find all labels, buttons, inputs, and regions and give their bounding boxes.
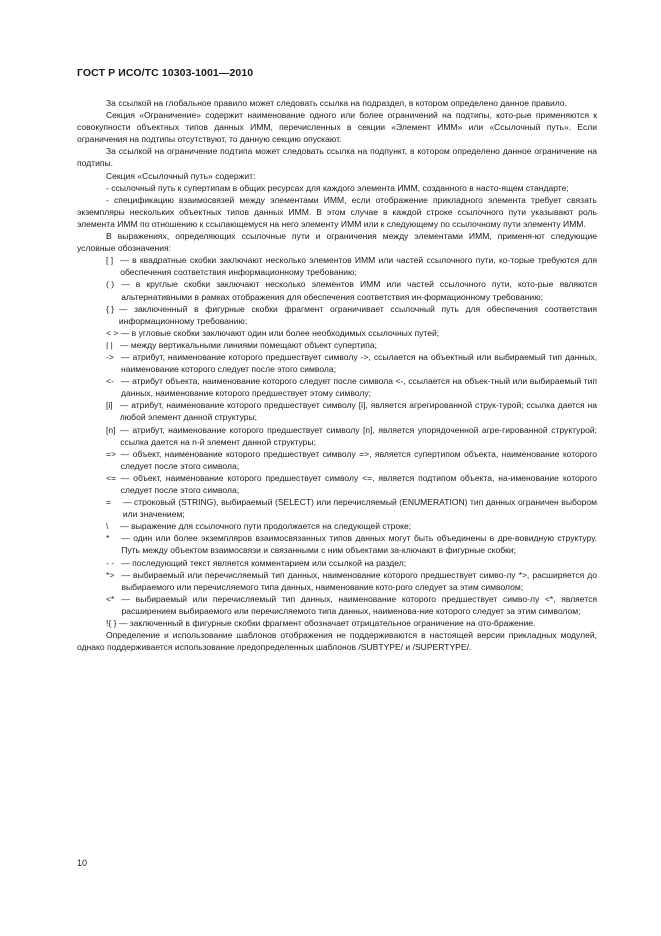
notation-description: — атрибут, наименование которого предшествует символу ->, ссылается на объектный или выбираемый тип данных, наименование которого следует после этого символа;: [120, 351, 597, 375]
notation-symbol: ( ): [106, 279, 122, 290]
notation-symbol: [i]: [106, 400, 120, 411]
notation-list: [77, 254, 597, 629]
notation-symbol: ->: [106, 351, 121, 362]
notation-symbol: *: [106, 533, 122, 544]
notation-symbol: [ ]: [106, 255, 121, 266]
notation-symbol: <*: [106, 593, 122, 604]
notation-description: — последующий текст является комментарием или ссылкой на раздел;: [121, 557, 407, 568]
notation-description: — в квадратные скобки заключают несколько элементов ИММ или частей ссылочного пути, ко-торые требуются для обеспечения соответствия информационному требованию;: [120, 255, 597, 278]
document-header: ГОСТ Р ИСО/ТС 10303-1001—2010: [77, 67, 254, 79]
notation-symbol: !{ }: [106, 618, 119, 629]
notation-description: — атрибут объекта, наименование которого следует после символа <-, ссылается на объек-тный или выбираемый тип данных, наименование которого предшествует этому символу;: [120, 376, 597, 399]
notation-item: [77, 496, 597, 520]
notation-description: — заключенный в фигурные скобки фрагмент ограничивает ссылочный путь для обеспечения соответствия информационному требованию;: [118, 303, 597, 326]
notation-item: [77, 303, 597, 327]
notation-item: [77, 351, 597, 375]
notation-symbol: < >: [106, 327, 121, 338]
notation-description: — в угловые скобки заключают один или более необходимых ссылочных путей;: [120, 327, 440, 338]
page-body: [77, 97, 597, 653]
list-item: - ссылочный путь к супертипам в общих ресурсах для каждого элемента ИММ, созданного в насто-ящем стандарте;: [106, 182, 569, 193]
notation-item: [77, 569, 597, 593]
notation-item: [77, 375, 597, 399]
notation-symbol: <-: [106, 376, 121, 387]
notation-item: [77, 278, 597, 302]
notation-description: — между вертикальными линиями помещают объект супертипа;: [119, 339, 377, 350]
paragraph: Секция «Ограничение» содержит наименование одного или более ограничений на подтипы, кото-рые применяются к совокупности объектных типов данных ИММ, перечисленных в секции «Элемент ИММ» или «Ссылочный путь». Если ограничения на подтипы отсутствуют, то данную секцию опускают.: [77, 110, 597, 145]
list-item: - спецификацию взаимосвязей между элементами ИММ, если отображение прикладного элемента требует связать экземпляры нескольких объектных типов данных ИММ. В этом случае в каждой строке ссылочного пути указывают роль элемента ИММ по отношению к ссылающемуся на него элементу ИММ или к следующему по ссылочному пути элементу ИММ.: [77, 194, 597, 229]
notation-symbol: =: [106, 497, 123, 508]
notation-item: [77, 520, 597, 532]
notation-description: — заключенный в фигурные скобки фрагмент обозначает отрицательное ограничение на ото-бражение.: [118, 618, 536, 629]
paragraph: За ссылкой на ограничение подтипа может следовать ссылка на подпункт, в котором определено данное ограничение на подтипы.: [77, 146, 597, 169]
notation-item: [77, 448, 597, 472]
page-number: 10: [77, 858, 88, 868]
notation-item: [77, 254, 597, 278]
notation-description: — объект, наименование которого предшествует символу =>, является супертипом объекта, наименование которого следует после этого символа;: [120, 448, 597, 471]
notation-item: [77, 557, 597, 569]
paragraph: За ссылкой на глобальное правило может следовать ссылка на подраздел, в котором определено данное правило.: [106, 98, 568, 108]
notation-item: [77, 472, 597, 496]
notation-item: [77, 339, 597, 351]
notation-description: — один или более экземпляров взаимосвязанных типов данных могут быть объединены в дре-вовидную структуру. Путь между объектом взаимосвязи и связанными с ним объектами за-ключают в фигурные скобки;: [121, 533, 597, 556]
notation-description: — выбираемый или перечисляемый тип данных, наименование которого предшествует симво-лу *>, расширяется до выбираемого или перечисляемого типа данных, наименование кото-рого следует за этим символом;: [121, 569, 597, 592]
notation-symbol: *>: [106, 569, 122, 580]
notation-description: — атрибут, наименование которого предшествует символу [i], является агрегированной струк-турой; ссылка дается на любой элемент данной структуры;: [119, 400, 597, 423]
notation-symbol: <=: [106, 472, 121, 483]
notation-item: [77, 399, 597, 423]
notation-item: [77, 617, 597, 629]
notation-item: [77, 593, 597, 617]
paragraph: В выражениях, определяющих ссылочные пути и ограничения между элементами ИММ, применя-ют следующие условные обозначения:: [77, 231, 597, 254]
notation-description: — объект, наименование которого предшествует символу <=, является подтипом объекта, на-именование которого следует после этого символа;: [120, 472, 597, 495]
closing-paragraph: Определение и использование шаблонов отображения не поддерживаются в настоящей версии прикладных модулей, однако поддерживается использование предопределенных шаблонов /SUBTYPE/ и /SUPERTYPE/.: [77, 630, 597, 653]
notation-symbol: { }: [106, 303, 119, 314]
notation-symbol: | |: [106, 339, 120, 350]
notation-description: — атрибут, наименование которого предшествует символу [n], является упорядоченной агре-гированной структурой; ссылка дается на n-й элемент данной структуры;: [120, 424, 597, 447]
notation-symbol: [n]: [106, 424, 121, 435]
notation-item: [77, 532, 597, 556]
notation-item: [77, 424, 597, 448]
notation-description: — выбираемый или перечисляемый тип данных, наименование которого предшествует симво-лу <*, является расширением выбираемого или перечисляемого типа данных, наименова-ние которого следует за этим символом;: [121, 593, 597, 616]
notation-item: [77, 327, 597, 339]
notation-symbol: =>: [106, 448, 121, 459]
notation-symbol: - -: [106, 557, 122, 568]
notation-description: — выражение для ссылочного пути продолжается на следующей строке;: [120, 521, 412, 532]
notation-description: — в круглые скобки заключают несколько элементов ИММ или частей ссылочного пути, кото-рые являются альтернативными в рамках отображения для обеспечения соответствия ин-формационному требованию;: [121, 279, 597, 302]
notation-description: — строковый (STRING), выбираемый (SELECT) или перечисляемый (ENUMERATION) тип данных ограничен выбором или значением;: [122, 497, 597, 520]
paragraph: Секция «Ссылочный путь» содержит:: [106, 170, 256, 181]
notation-symbol: \: [106, 521, 121, 532]
